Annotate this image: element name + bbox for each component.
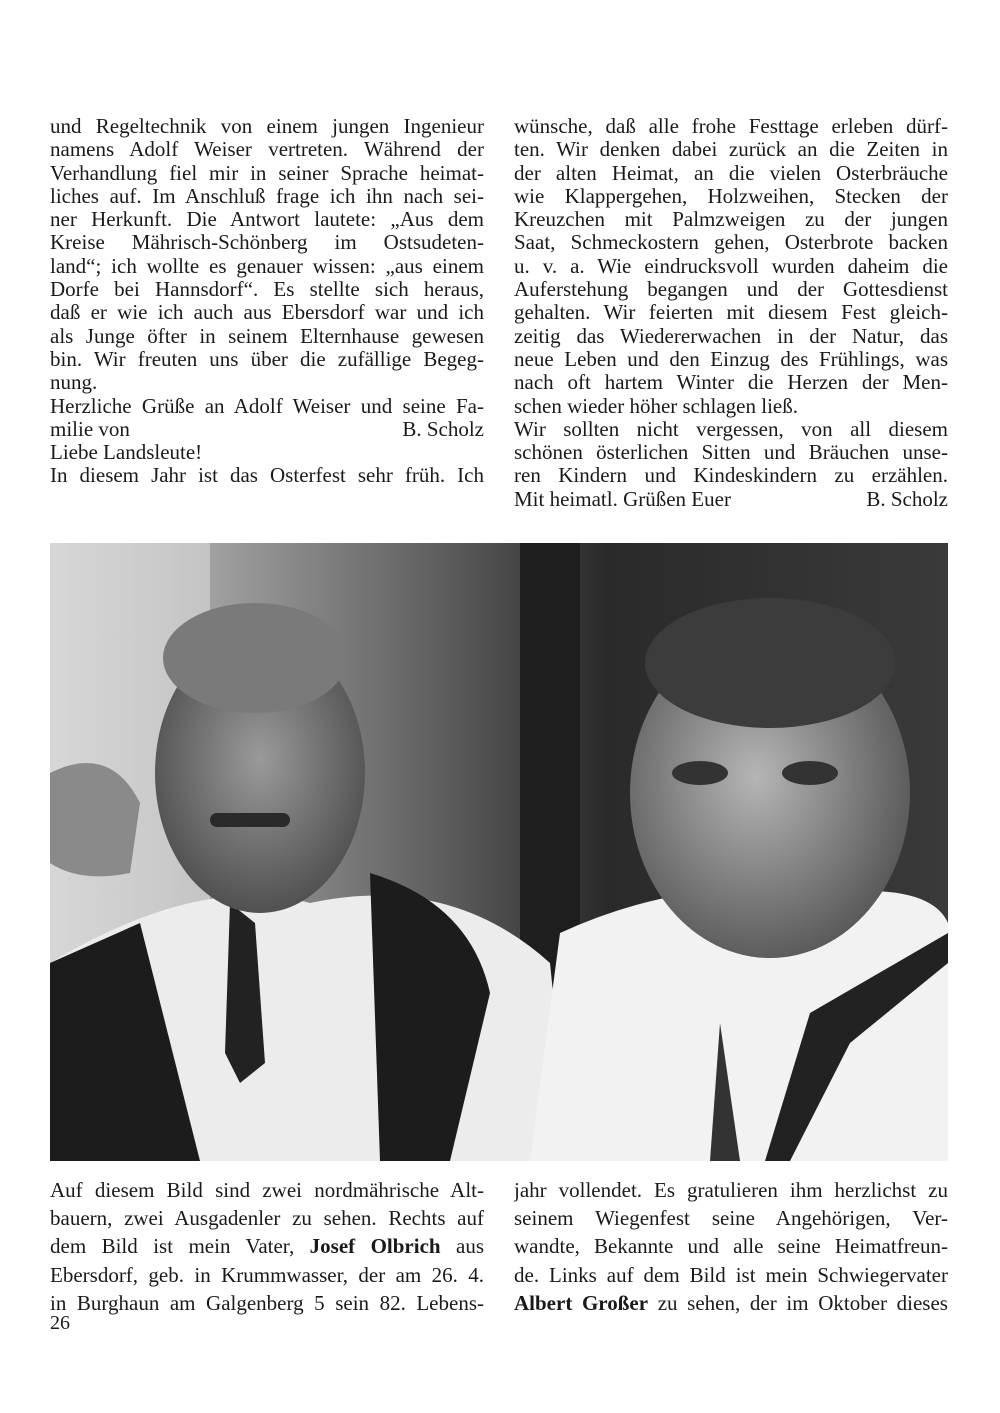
left-text-column — [50, 115, 484, 488]
line-text: Mit heimatl. Grüßen Euer — [514, 486, 731, 511]
right-text-column — [514, 115, 948, 511]
caption-line-text — [50, 1234, 484, 1258]
signature: B. Scholz — [866, 486, 948, 511]
text-line: ren Kindern und Kindeskindern zu erzählen. — [514, 464, 948, 488]
photo-two-elderly-men — [50, 543, 948, 1161]
caption-line-text — [514, 1263, 948, 1287]
text-line: In diesem Jahr ist das Osterfest sehr früh. Ich — [50, 464, 484, 488]
page-number: 26 — [50, 1312, 70, 1334]
text-line: zeitig das Wiedererwachen in der Natur, das — [514, 324, 948, 348]
caption-line — [50, 1289, 484, 1317]
signature: B. Scholz — [402, 416, 484, 441]
caption-text: dem Bild ist mein Vater, — [50, 1234, 310, 1259]
caption-text: wandte, Bekannte und alle seine Heimatfreun- — [514, 1234, 948, 1259]
caption-line — [50, 1232, 484, 1260]
text-line: der alten Heimat, an die vielen Osterbräuche — [514, 161, 948, 185]
text-line: schen wieder höher schlagen ließ. — [514, 393, 798, 418]
caption-line — [514, 1204, 948, 1232]
photo-caption-right — [514, 1176, 948, 1317]
caption-text: Auf diesem Bild sind zwei nordmährische Alt- — [50, 1178, 484, 1202]
caption-text: zu sehen, der im Oktober dieses — [648, 1290, 948, 1315]
caption-line-text — [514, 1291, 948, 1315]
text-line: und Regeltechnik von einem jungen Ingenieur — [50, 115, 484, 138]
text-line: Wir sollten nicht vergessen, von all diesem — [514, 417, 948, 441]
caption-text: jahr vollendet. Es gratulieren ihm herzlichst zu — [514, 1178, 948, 1202]
person-name: Albert Großer — [514, 1290, 649, 1315]
text-line: als Junge öfter in seinem Elternhause gewesen — [50, 324, 484, 348]
caption-line-text — [50, 1178, 484, 1202]
text-line: nung. — [50, 370, 98, 395]
text-line: land“; ich wollte es genauer wissen: „aus einem — [50, 254, 484, 278]
text-line: Liebe Landsleute! — [50, 440, 203, 465]
caption-line — [514, 1176, 948, 1204]
text-line: liches auf. Im Anschluß frage ich ihn nach sei- — [50, 184, 484, 208]
text-line: schönen österlichen Sitten und Bräuchen unse- — [514, 441, 948, 465]
caption-text: in Burghaun am Galgenberg 5 sein 82. Lebens- — [50, 1290, 484, 1315]
caption-line — [50, 1261, 484, 1289]
text-line: ner Herkunft. Die Antwort lautete: „Aus dem — [50, 208, 484, 232]
caption-line-text — [514, 1178, 948, 1202]
person-name: Josef Olbrich — [309, 1234, 441, 1259]
text-line: Kreuzchen mit Palmzweigen zu der jungen — [514, 208, 948, 232]
text-line: ten. Wir denken dabei zurück an die Zeiten in — [514, 138, 948, 162]
text-line: Auferstehung begangen und der Gottesdienst — [514, 278, 948, 302]
text-line: Verhandlung fiel mir in seiner Sprache heimat- — [50, 161, 484, 185]
line-text: milie von — [50, 416, 130, 441]
caption-text: aus — [440, 1234, 484, 1259]
caption-line-text — [50, 1263, 484, 1287]
caption-line-text — [50, 1206, 484, 1230]
text-line: bin. Wir freuten uns über die zufällige Begeg- — [50, 347, 484, 371]
caption-text: Ebersdorf, geb. in Krummwasser, der am 26. 4. — [50, 1262, 484, 1287]
caption-line-text — [514, 1234, 948, 1258]
text-line: Herzliche Grüße an Adolf Weiser und seine Fa- — [50, 394, 484, 418]
photo-caption-left — [50, 1176, 484, 1317]
caption-text: de. Links auf dem Bild ist mein Schwiegervater — [514, 1262, 948, 1287]
caption-text: seinem Wiegenfest seine Angehörigen, Ver- — [514, 1206, 948, 1231]
caption-line — [514, 1289, 948, 1317]
text-line — [50, 418, 484, 441]
text-line: neue Leben und den Einzug des Frühlings, was — [514, 347, 948, 371]
caption-text: bauern, zwei Ausgadenler zu sehen. Rechts auf — [50, 1206, 484, 1231]
caption-line-text — [514, 1206, 948, 1230]
caption-line — [50, 1176, 484, 1204]
text-line: wie Klappergehen, Holzweihen, Stecken der — [514, 184, 948, 208]
caption-line — [50, 1204, 484, 1232]
text-line: Dorfe bei Hannsdorf“. Es stellte sich heraus, — [50, 278, 484, 302]
text-line: Saat, Schmeckostern gehen, Osterbrote backen — [514, 231, 948, 255]
text-line: wünsche, daß alle frohe Festtage erleben dürf- — [514, 115, 948, 138]
text-line: Kreise Mährisch-Schönberg im Ostsudeten- — [50, 231, 484, 255]
text-line — [514, 488, 948, 511]
text-line: u. v. a. Wie eindrucksvoll wurden daheim die — [514, 254, 948, 278]
caption-line — [514, 1261, 948, 1289]
caption-line-text — [50, 1291, 484, 1315]
text-line: namens Adolf Weiser vertreten. Während der — [50, 138, 484, 162]
caption-line — [514, 1232, 948, 1260]
text-line: daß er wie ich auch aus Ebersdorf war und ich — [50, 301, 484, 325]
text-line: nach oft hartem Winter die Herzen der Men- — [514, 371, 948, 395]
text-line: gehalten. Wir feierten mit diesem Fest gleich- — [514, 301, 948, 325]
